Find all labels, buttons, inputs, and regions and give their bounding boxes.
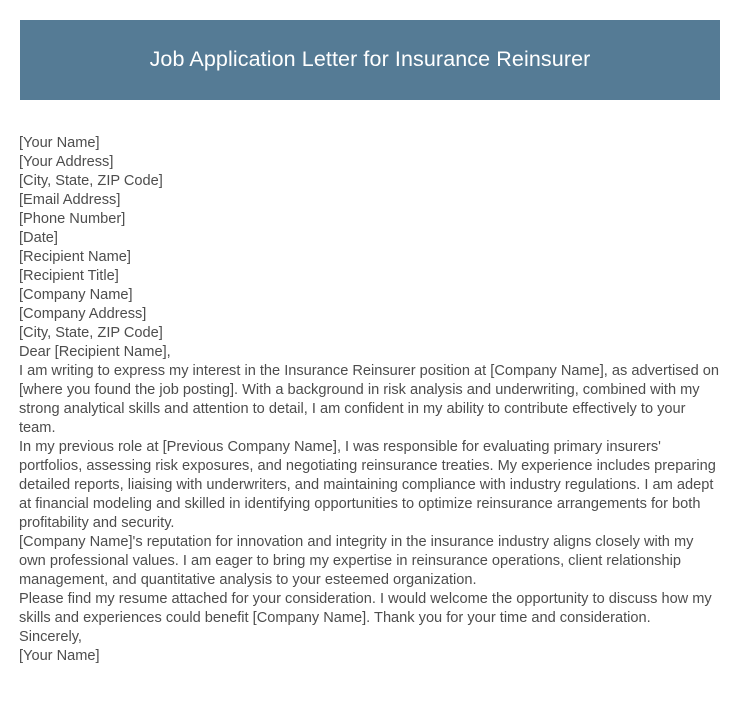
body-paragraph-3: [Company Name]'s reputation for innovation and integrity in the insurance industry aligns closely with my own professional values. I am eager to bring my expertise in reinsurance operations, client relationship management, and quantitative analysis to your esteemed organization.	[19, 534, 694, 588]
sender-phone-line: [Phone Number]	[19, 211, 126, 227]
sender-address-line: [Your Address]	[19, 154, 114, 170]
sender-name-line: [Your Name]	[19, 135, 100, 151]
sender-city-state-zip-line: [City, State, ZIP Code]	[19, 173, 163, 189]
body-paragraph-4: Please find my resume attached for your consideration. I would welcome the opportunity to discuss how my skills and experiences could benefit [Company Name]. Thank you for your time and consideration.	[19, 591, 712, 626]
letter-body	[19, 134, 719, 666]
signature-line: [Your Name]	[19, 648, 100, 664]
page-title: Job Application Letter for Insurance Reinsurer	[149, 47, 591, 72]
recipient-company-address-line: [Company Address]	[19, 306, 147, 322]
recipient-name-line: [Recipient Name]	[19, 249, 131, 265]
body-paragraph-1: I am writing to express my interest in the Insurance Reinsurer position at [Company Name], as advertised on [where you found the job posting]. With a background in risk analysis and underwriting, combined with my strong analytical skills and attention to detail, I am confident in my ability to contribute effectively to your team.	[19, 363, 720, 436]
sender-email-line: [Email Address]	[19, 192, 121, 208]
recipient-title-line: [Recipient Title]	[19, 268, 119, 284]
salutation: Dear [Recipient Name],	[19, 344, 171, 360]
recipient-company-line: [Company Name]	[19, 287, 133, 303]
closing-line: Sincerely,	[19, 629, 82, 645]
date-line: [Date]	[19, 230, 58, 246]
body-paragraph-2: In my previous role at [Previous Company Name], I was responsible for evaluating primary insurers' portfolios, assessing risk exposures, and negotiating reinsurance treaties. My experience includes preparing detailed reports, liaising with underwriters, and maintaining compliance with industry regulations. I am adept at financial modeling and skilled in identifying opportunities to optimize reinsurance arrangements for both profitability and security.	[19, 439, 716, 531]
document-header-banner	[20, 20, 720, 100]
recipient-city-state-zip-line: [City, State, ZIP Code]	[19, 325, 163, 341]
